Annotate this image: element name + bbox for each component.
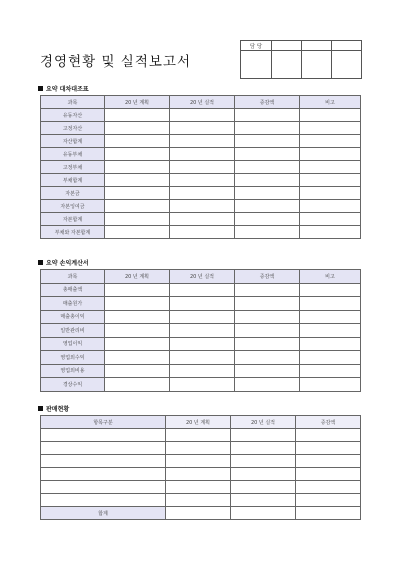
data-cell[interactable] bbox=[170, 122, 235, 135]
data-cell[interactable] bbox=[105, 324, 170, 338]
row-label: 유동자산 bbox=[41, 109, 105, 122]
table-row bbox=[41, 442, 361, 455]
table-row bbox=[41, 297, 361, 311]
data-cell[interactable] bbox=[105, 297, 170, 311]
table-row bbox=[41, 213, 361, 226]
data-cell[interactable] bbox=[235, 213, 300, 226]
data-cell[interactable] bbox=[235, 161, 300, 174]
row-label: 고정자산 bbox=[41, 122, 105, 135]
table-row bbox=[41, 337, 361, 351]
data-cell[interactable] bbox=[105, 174, 170, 187]
data-cell[interactable] bbox=[235, 378, 300, 392]
data-cell[interactable] bbox=[235, 337, 300, 351]
table-row bbox=[41, 187, 361, 200]
data-cell[interactable] bbox=[166, 455, 231, 468]
data-cell[interactable] bbox=[166, 442, 231, 455]
data-cell[interactable] bbox=[300, 283, 361, 297]
row-label: 영업외수익 bbox=[41, 351, 105, 365]
table-row bbox=[41, 481, 361, 494]
data-cell[interactable] bbox=[105, 213, 170, 226]
data-cell[interactable] bbox=[300, 187, 361, 200]
table-row bbox=[41, 135, 361, 148]
sales-heading bbox=[38, 404, 69, 413]
data-cell[interactable] bbox=[296, 481, 361, 494]
square-bullet-icon bbox=[38, 86, 43, 91]
table-row bbox=[41, 109, 361, 122]
data-cell[interactable] bbox=[300, 378, 361, 392]
report-title: 경영현황 및 실적보고서 bbox=[40, 54, 191, 70]
approval-sign-cell[interactable] bbox=[241, 51, 272, 79]
data-cell[interactable] bbox=[235, 226, 300, 239]
column-header: 20 년 실적 bbox=[170, 96, 235, 109]
data-cell[interactable] bbox=[300, 122, 361, 135]
row-label: 자산합계 bbox=[41, 135, 105, 148]
data-cell[interactable] bbox=[166, 507, 231, 520]
row-label: 경상수익 bbox=[41, 378, 105, 392]
data-cell[interactable] bbox=[170, 174, 235, 187]
data-cell[interactable] bbox=[296, 442, 361, 455]
income-statement-table bbox=[40, 269, 361, 392]
table-row bbox=[41, 494, 361, 507]
data-cell[interactable] bbox=[105, 337, 170, 351]
column-header: 20 년 계획 bbox=[105, 96, 170, 109]
approval-header-cell bbox=[272, 41, 302, 51]
data-cell[interactable] bbox=[170, 109, 235, 122]
data-cell[interactable] bbox=[300, 135, 361, 148]
data-cell[interactable] bbox=[235, 122, 300, 135]
data-cell[interactable] bbox=[300, 297, 361, 311]
data-cell[interactable] bbox=[41, 442, 166, 455]
table-row bbox=[41, 310, 361, 324]
data-cell[interactable] bbox=[41, 429, 166, 442]
table-row bbox=[41, 148, 361, 161]
header-row bbox=[41, 416, 361, 429]
column-header: 증감액 bbox=[296, 416, 361, 429]
data-cell[interactable] bbox=[105, 310, 170, 324]
approval-sign-cell[interactable] bbox=[332, 51, 362, 79]
column-header: 20 년 계획 bbox=[105, 270, 170, 284]
data-cell[interactable] bbox=[170, 135, 235, 148]
data-cell[interactable] bbox=[41, 494, 166, 507]
approval-box bbox=[240, 40, 362, 79]
table-row bbox=[41, 122, 361, 135]
data-cell[interactable] bbox=[231, 507, 296, 520]
data-cell[interactable] bbox=[300, 174, 361, 187]
table-row bbox=[41, 161, 361, 174]
table-row bbox=[41, 429, 361, 442]
data-cell[interactable] bbox=[235, 297, 300, 311]
approval-header-cell bbox=[302, 41, 332, 51]
column-header: 증감액 bbox=[235, 96, 300, 109]
balance-sheet-table bbox=[40, 95, 361, 239]
income-statement-heading bbox=[38, 258, 89, 267]
table-row bbox=[41, 174, 361, 187]
data-cell[interactable] bbox=[105, 122, 170, 135]
data-cell[interactable] bbox=[231, 468, 296, 481]
data-cell[interactable] bbox=[300, 200, 361, 213]
data-cell[interactable] bbox=[300, 351, 361, 365]
data-cell[interactable] bbox=[300, 324, 361, 338]
table-row bbox=[41, 378, 361, 392]
data-cell[interactable] bbox=[105, 364, 170, 378]
row-label: 자본금 bbox=[41, 187, 105, 200]
data-cell[interactable] bbox=[300, 148, 361, 161]
data-cell[interactable] bbox=[41, 455, 166, 468]
data-cell[interactable] bbox=[296, 429, 361, 442]
data-cell[interactable] bbox=[170, 351, 235, 365]
row-label: 영업이익 bbox=[41, 337, 105, 351]
table-row bbox=[41, 226, 361, 239]
data-cell[interactable] bbox=[170, 364, 235, 378]
section-title-text: 요약 대차대조표 bbox=[46, 86, 89, 93]
data-cell[interactable] bbox=[105, 148, 170, 161]
data-cell[interactable] bbox=[300, 226, 361, 239]
column-header: 20 년 실적 bbox=[231, 416, 296, 429]
section-title-text: 요약 손익계산서 bbox=[46, 260, 89, 267]
data-cell[interactable] bbox=[41, 481, 166, 494]
table-row bbox=[41, 364, 361, 378]
data-cell[interactable] bbox=[166, 429, 231, 442]
row-label: 자본합계 bbox=[41, 213, 105, 226]
data-cell[interactable] bbox=[105, 187, 170, 200]
data-cell[interactable] bbox=[105, 283, 170, 297]
data-cell[interactable] bbox=[235, 200, 300, 213]
data-cell[interactable] bbox=[105, 135, 170, 148]
data-cell[interactable] bbox=[235, 324, 300, 338]
data-cell[interactable] bbox=[296, 455, 361, 468]
column-header: 20 년 계획 bbox=[166, 416, 231, 429]
square-bullet-icon bbox=[38, 406, 43, 411]
row-label: 고정부채 bbox=[41, 161, 105, 174]
data-cell[interactable] bbox=[235, 135, 300, 148]
row-label: 매출원가 bbox=[41, 297, 105, 311]
data-cell[interactable] bbox=[231, 442, 296, 455]
row-label: 영업외비용 bbox=[41, 364, 105, 378]
total-label: 합계 bbox=[41, 507, 166, 520]
data-cell[interactable] bbox=[235, 187, 300, 200]
data-cell[interactable] bbox=[300, 109, 361, 122]
row-label: 자본잉여금 bbox=[41, 200, 105, 213]
data-cell[interactable] bbox=[170, 187, 235, 200]
data-cell[interactable] bbox=[231, 429, 296, 442]
table-row bbox=[41, 455, 361, 468]
data-cell[interactable] bbox=[105, 378, 170, 392]
data-cell[interactable] bbox=[170, 378, 235, 392]
column-header: 비고 bbox=[300, 96, 361, 109]
row-label: 매출총이익 bbox=[41, 310, 105, 324]
data-cell[interactable] bbox=[235, 310, 300, 324]
data-cell[interactable] bbox=[166, 494, 231, 507]
data-cell[interactable] bbox=[300, 337, 361, 351]
approval-label: 담 당 bbox=[241, 41, 272, 51]
data-cell[interactable] bbox=[296, 507, 361, 520]
column-header: 증감액 bbox=[235, 270, 300, 284]
data-cell[interactable] bbox=[235, 364, 300, 378]
data-cell[interactable] bbox=[235, 174, 300, 187]
section-title-text: 판매현황 bbox=[46, 406, 70, 413]
data-cell[interactable] bbox=[170, 148, 235, 161]
data-cell[interactable] bbox=[170, 297, 235, 311]
data-cell[interactable] bbox=[300, 310, 361, 324]
column-header: 20 년 실적 bbox=[170, 270, 235, 284]
data-cell[interactable] bbox=[231, 455, 296, 468]
approval-sign-cell[interactable] bbox=[272, 51, 302, 79]
table-row bbox=[41, 200, 361, 213]
data-cell[interactable] bbox=[166, 481, 231, 494]
data-cell[interactable] bbox=[170, 337, 235, 351]
balance-sheet-heading bbox=[38, 84, 89, 93]
row-label: 유동부채 bbox=[41, 148, 105, 161]
data-cell[interactable] bbox=[235, 109, 300, 122]
data-cell[interactable] bbox=[170, 226, 235, 239]
table-row bbox=[41, 324, 361, 338]
square-bullet-icon bbox=[38, 260, 43, 265]
data-cell[interactable] bbox=[105, 161, 170, 174]
row-label: 부채합계 bbox=[41, 174, 105, 187]
data-cell[interactable] bbox=[300, 364, 361, 378]
data-cell[interactable] bbox=[41, 468, 166, 481]
data-cell[interactable] bbox=[235, 148, 300, 161]
data-cell[interactable] bbox=[170, 213, 235, 226]
header-row bbox=[41, 270, 361, 284]
column-header: 비고 bbox=[300, 270, 361, 284]
data-cell[interactable] bbox=[170, 161, 235, 174]
approval-header-cell bbox=[332, 41, 362, 51]
approval-sign-cell[interactable] bbox=[302, 51, 332, 79]
data-cell[interactable] bbox=[170, 283, 235, 297]
data-cell[interactable] bbox=[105, 351, 170, 365]
data-cell[interactable] bbox=[300, 161, 361, 174]
data-cell[interactable] bbox=[170, 200, 235, 213]
table-row bbox=[41, 283, 361, 297]
row-label: 일반관리비 bbox=[41, 324, 105, 338]
data-cell[interactable] bbox=[105, 226, 170, 239]
row-label: 부채와 자본합계 bbox=[41, 226, 105, 239]
total-row bbox=[41, 507, 361, 520]
data-cell[interactable] bbox=[105, 200, 170, 213]
data-cell[interactable] bbox=[235, 351, 300, 365]
data-cell[interactable] bbox=[166, 468, 231, 481]
data-cell[interactable] bbox=[296, 468, 361, 481]
sales-table bbox=[40, 415, 361, 520]
data-cell[interactable] bbox=[296, 494, 361, 507]
data-cell[interactable] bbox=[235, 283, 300, 297]
header-row bbox=[41, 96, 361, 109]
data-cell[interactable] bbox=[170, 310, 235, 324]
column-header: 과목 bbox=[41, 96, 105, 109]
table-row bbox=[41, 351, 361, 365]
data-cell[interactable] bbox=[170, 324, 235, 338]
table-row bbox=[41, 468, 361, 481]
data-cell[interactable] bbox=[300, 213, 361, 226]
column-header: 항목구분 bbox=[41, 416, 166, 429]
column-header: 과목 bbox=[41, 270, 105, 284]
row-label: 총매출액 bbox=[41, 283, 105, 297]
data-cell[interactable] bbox=[231, 481, 296, 494]
data-cell[interactable] bbox=[105, 109, 170, 122]
data-cell[interactable] bbox=[231, 494, 296, 507]
